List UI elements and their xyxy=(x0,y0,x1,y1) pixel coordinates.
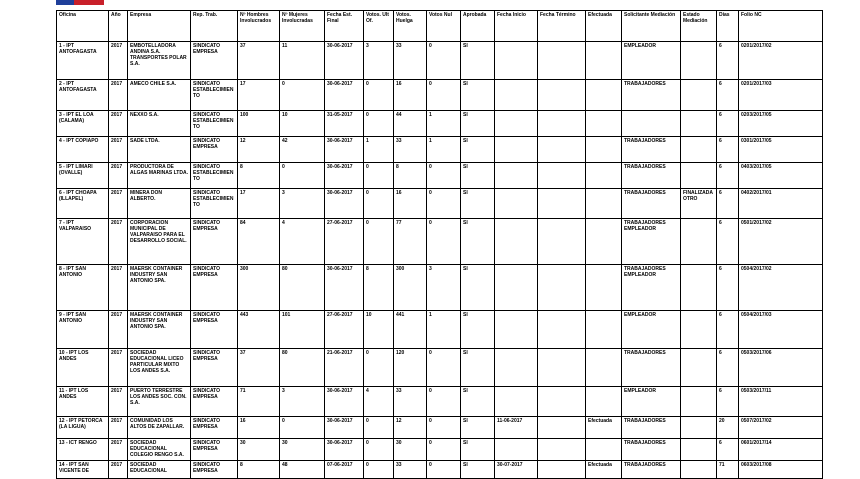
cell-nul: 0 xyxy=(427,42,461,80)
cell-rep: SINDICATO ESTABLECIMIENTO xyxy=(191,163,238,189)
cell-huelga: 441 xyxy=(394,311,427,349)
cell-fecha-final: 30-06-2017 xyxy=(325,387,364,417)
cell-huelga: 33 xyxy=(394,137,427,163)
cell-folio: 0402/2017/01 xyxy=(739,189,823,219)
cell-ult: 0 xyxy=(364,461,394,479)
cell-mujeres: 42 xyxy=(280,137,325,163)
cell-mujeres: 80 xyxy=(280,265,325,311)
cell-mujeres: 0 xyxy=(280,417,325,439)
cell-empresa: MINERA DON ALBERTO. xyxy=(128,189,191,219)
cell-aprobada: SI xyxy=(461,387,495,417)
cell-hombres: 71 xyxy=(238,387,280,417)
cell-anio: 2017 xyxy=(109,387,128,417)
cell-ult: 1 xyxy=(364,137,394,163)
cell-inicio xyxy=(495,349,538,387)
cell-aprobada: SI xyxy=(461,349,495,387)
cell-mujeres: 48 xyxy=(280,461,325,479)
cell-dias: 6 xyxy=(717,163,739,189)
cell-estado xyxy=(681,311,717,349)
cell-anio: 2017 xyxy=(109,417,128,439)
cell-mujeres: 101 xyxy=(280,311,325,349)
cell-inicio: 11-06-2017 xyxy=(495,417,538,439)
cell-dias: 6 xyxy=(717,349,739,387)
cell-mujeres: 3 xyxy=(280,189,325,219)
cell-ult: 0 xyxy=(364,417,394,439)
col-estado: Estado Mediación xyxy=(681,11,717,42)
table-row xyxy=(57,311,823,349)
cell-rep: SINDICATO ESTABLECIMIENTO xyxy=(191,80,238,111)
cell-folio: 0603/2017/08 xyxy=(739,461,823,479)
cell-solicitante: TRABAJADORES xyxy=(622,461,681,479)
cell-fecha-final: 31-05-2017 xyxy=(325,111,364,137)
cell-huelga: 8 xyxy=(394,163,427,189)
cell-fecha-final: 27-06-2017 xyxy=(325,219,364,265)
cell-rep: SINDICATO EMPRESA xyxy=(191,417,238,439)
cell-nul: 0 xyxy=(427,439,461,461)
cell-aprobada: SI xyxy=(461,417,495,439)
cell-dias: 6 xyxy=(717,311,739,349)
cell-oficina: 5 - IPT LIMARI (OVALLE) xyxy=(57,163,109,189)
cell-nul: 0 xyxy=(427,189,461,219)
cell-dias: 6 xyxy=(717,387,739,417)
cell-empresa: EMBOTELLADORA ANDINA S.A. TRANSPORTES POLAR S.A. xyxy=(128,42,191,80)
cell-hombres: 17 xyxy=(238,189,280,219)
cell-aprobada: SI xyxy=(461,311,495,349)
table-row xyxy=(57,111,823,137)
cell-estado xyxy=(681,163,717,189)
cell-fecha-final: 30-06-2017 xyxy=(325,189,364,219)
cell-termino xyxy=(538,387,586,417)
cell-empresa: MAERSK CONTAINER INDUSTRY SAN ANTONIO SPA. xyxy=(128,311,191,349)
cell-anio: 2017 xyxy=(109,42,128,80)
table-row xyxy=(57,265,823,311)
cell-solicitante xyxy=(622,111,681,137)
cell-dias: 6 xyxy=(717,137,739,163)
cell-termino xyxy=(538,111,586,137)
cell-fecha-final: 30-06-2017 xyxy=(325,163,364,189)
cell-rep: SINDICATO ESTABLECIMIENTO xyxy=(191,189,238,219)
cell-anio: 2017 xyxy=(109,163,128,189)
cell-efectuada xyxy=(586,137,622,163)
cell-nul: 0 xyxy=(427,461,461,479)
cell-folio: 0504/2017/03 xyxy=(739,311,823,349)
cell-aprobada: SI xyxy=(461,219,495,265)
table-row xyxy=(57,417,823,439)
col-votos-huelga: Votos. Huelga xyxy=(394,11,427,42)
cell-inicio xyxy=(495,311,538,349)
cell-folio: 0507/2017/02 xyxy=(739,417,823,439)
cell-huelga: 33 xyxy=(394,387,427,417)
cell-termino xyxy=(538,189,586,219)
cell-empresa: MAERSK CONTAINER INDUSTRY SAN ANTONIO SPA. xyxy=(128,265,191,311)
col-fecha-final: Fecha Est. Final xyxy=(325,11,364,42)
cell-estado xyxy=(681,42,717,80)
cell-solicitante: TRABAJADORES xyxy=(622,80,681,111)
cell-hombres: 12 xyxy=(238,137,280,163)
cell-estado: FINALIZADA OTRO xyxy=(681,189,717,219)
cell-fecha-final: 30-06-2017 xyxy=(325,439,364,461)
cell-ult: 0 xyxy=(364,189,394,219)
cell-termino xyxy=(538,137,586,163)
cell-dias: 71 xyxy=(717,461,739,479)
cell-folio: 0201/2017/03 xyxy=(739,80,823,111)
cell-fecha-final: 30-06-2017 xyxy=(325,42,364,80)
cell-rep: SINDICATO EMPRESA xyxy=(191,137,238,163)
cell-mujeres: 30 xyxy=(280,439,325,461)
cell-hombres: 84 xyxy=(238,219,280,265)
cell-oficina: 4 - IPT COPIAPO xyxy=(57,137,109,163)
cell-ult: 0 xyxy=(364,80,394,111)
cell-dias: 6 xyxy=(717,439,739,461)
cell-termino xyxy=(538,349,586,387)
cell-hombres: 100 xyxy=(238,111,280,137)
cell-anio: 2017 xyxy=(109,189,128,219)
cell-empresa: AMECO CHILE S.A. xyxy=(128,80,191,111)
cell-hombres: 8 xyxy=(238,163,280,189)
cell-solicitante: EMPLEADOR xyxy=(622,311,681,349)
cell-hombres: 37 xyxy=(238,42,280,80)
col-dias: Días xyxy=(717,11,739,42)
cell-efectuada xyxy=(586,387,622,417)
cell-huelga: 120 xyxy=(394,349,427,387)
cell-hombres: 8 xyxy=(238,461,280,479)
cell-nul: 3 xyxy=(427,265,461,311)
cell-hombres: 300 xyxy=(238,265,280,311)
cell-aprobada: SI xyxy=(461,439,495,461)
cell-folio: 0501/2017/02 xyxy=(739,219,823,265)
cell-anio: 2017 xyxy=(109,219,128,265)
table-row xyxy=(57,42,823,80)
cell-solicitante: TRABAJADORES xyxy=(622,189,681,219)
table-row xyxy=(57,219,823,265)
table-row xyxy=(57,189,823,219)
cell-solicitante: EMPLEADOR xyxy=(622,42,681,80)
cell-aprobada: SI xyxy=(461,111,495,137)
col-rep: Rep. Trab. xyxy=(191,11,238,42)
cell-oficina: 7 - IPT VALPARAISO xyxy=(57,219,109,265)
cell-termino xyxy=(538,417,586,439)
cell-oficina: 1 - IPT ANTOFAGASTA xyxy=(57,42,109,80)
cell-nul: 0 xyxy=(427,80,461,111)
table-row xyxy=(57,163,823,189)
cell-solicitante: TRABAJADORES xyxy=(622,163,681,189)
cell-ult: 0 xyxy=(364,439,394,461)
cell-anio: 2017 xyxy=(109,311,128,349)
cell-efectuada xyxy=(586,219,622,265)
cell-estado xyxy=(681,111,717,137)
cell-huelga: 33 xyxy=(394,42,427,80)
cell-rep: SINDICATO EMPRESA xyxy=(191,439,238,461)
cell-estado xyxy=(681,137,717,163)
cell-empresa: COMUNIDAD LOS ALTOS DE ZAPALLAR. xyxy=(128,417,191,439)
cell-inicio xyxy=(495,111,538,137)
cell-oficina: 13 - ICT RENGO xyxy=(57,439,109,461)
cell-huelga: 44 xyxy=(394,111,427,137)
cell-folio: 0301/2017/05 xyxy=(739,137,823,163)
cell-inicio xyxy=(495,163,538,189)
cell-efectuada xyxy=(586,80,622,111)
cell-estado xyxy=(681,265,717,311)
cell-rep: SINDICATO EMPRESA xyxy=(191,311,238,349)
cell-huelga: 33 xyxy=(394,461,427,479)
cell-fecha-final: 30-06-2017 xyxy=(325,80,364,111)
cell-ult: 4 xyxy=(364,387,394,417)
cell-rep: SINDICATO EMPRESA xyxy=(191,265,238,311)
cell-oficina: 12 - IPT PETORCA (LA LIGUA) xyxy=(57,417,109,439)
cell-aprobada: SI xyxy=(461,137,495,163)
cell-huelga: 12 xyxy=(394,417,427,439)
cell-efectuada xyxy=(586,163,622,189)
cell-fecha-final: 21-06-2017 xyxy=(325,349,364,387)
col-solicitante: Solicitante Mediación xyxy=(622,11,681,42)
cell-fecha-final: 30-06-2017 xyxy=(325,417,364,439)
cell-folio: 0504/2017/02 xyxy=(739,265,823,311)
cell-ult: 3 xyxy=(364,42,394,80)
col-fecha-inicio: Fecha Inicio xyxy=(495,11,538,42)
cell-oficina: 6 - IPT CHOAPA (ILLAPEL) xyxy=(57,189,109,219)
cell-empresa: SADE LTDA. xyxy=(128,137,191,163)
cell-mujeres: 0 xyxy=(280,80,325,111)
cell-inicio xyxy=(495,387,538,417)
cell-empresa: CORPORACION MUNICIPAL DE VALPARAISO PARA EL DESARROLLO SOCIAL. xyxy=(128,219,191,265)
col-votos-ult: Votos. Ult Of. xyxy=(364,11,394,42)
cell-termino xyxy=(538,311,586,349)
cell-folio: 0503/2017/06 xyxy=(739,349,823,387)
cell-estado xyxy=(681,219,717,265)
cell-aprobada: SI xyxy=(461,189,495,219)
cell-nul: 0 xyxy=(427,417,461,439)
cell-huelga: 16 xyxy=(394,80,427,111)
cell-nul: 1 xyxy=(427,137,461,163)
cell-folio: 0203/2017/05 xyxy=(739,111,823,137)
cell-termino xyxy=(538,219,586,265)
cell-nul: 0 xyxy=(427,219,461,265)
table-row xyxy=(57,349,823,387)
header-row xyxy=(57,11,823,42)
cell-ult: 0 xyxy=(364,111,394,137)
cell-rep: SINDICATO EMPRESA xyxy=(191,461,238,479)
cell-aprobada: SI xyxy=(461,163,495,189)
cell-dias: 6 xyxy=(717,42,739,80)
cell-rep: SINDICATO EMPRESA xyxy=(191,349,238,387)
cell-fecha-final: 07-06-2017 xyxy=(325,461,364,479)
cell-ult: 0 xyxy=(364,349,394,387)
cell-huelga: 30 xyxy=(394,439,427,461)
cell-termino xyxy=(538,42,586,80)
cell-termino xyxy=(538,163,586,189)
cell-estado xyxy=(681,349,717,387)
cell-aprobada: SI xyxy=(461,42,495,80)
table-body xyxy=(57,42,823,479)
cell-mujeres: 3 xyxy=(280,387,325,417)
cell-mujeres: 4 xyxy=(280,219,325,265)
cell-dias: 6 xyxy=(717,189,739,219)
cell-hombres: 443 xyxy=(238,311,280,349)
cell-anio: 2017 xyxy=(109,349,128,387)
cell-empresa: PUERTO TERRESTRE LOS ANDES SOC. CON. S.A. xyxy=(128,387,191,417)
cell-estado xyxy=(681,80,717,111)
cell-anio: 2017 xyxy=(109,111,128,137)
cell-efectuada xyxy=(586,189,622,219)
cell-anio: 2017 xyxy=(109,461,128,479)
col-oficina: Oficina xyxy=(57,11,109,42)
cell-folio: 0403/2017/05 xyxy=(739,163,823,189)
col-mujeres: Nº Mujeres Involucradas xyxy=(280,11,325,42)
cell-solicitante: EMPLEADOR xyxy=(622,387,681,417)
cell-solicitante: TRABAJADORES EMPLEADOR xyxy=(622,219,681,265)
cell-mujeres: 0 xyxy=(280,163,325,189)
table-row xyxy=(57,387,823,417)
cell-ult: 10 xyxy=(364,311,394,349)
cell-oficina: 2 - IPT ANTOFAGASTA xyxy=(57,80,109,111)
col-folio: Folio NC xyxy=(739,11,823,42)
flag-red xyxy=(74,0,104,5)
cell-fecha-final: 27-06-2017 xyxy=(325,311,364,349)
cell-empresa: SOCIEDAD EDUCACIONAL xyxy=(128,461,191,479)
cell-oficina: 11 - IPT LOS ANDES xyxy=(57,387,109,417)
col-votos-nul: Votos Nul xyxy=(427,11,461,42)
cell-nul: 1 xyxy=(427,311,461,349)
cell-huelga: 300 xyxy=(394,265,427,311)
cell-termino xyxy=(538,265,586,311)
cell-efectuada: Efectuada xyxy=(586,461,622,479)
cell-efectuada xyxy=(586,111,622,137)
col-efectuada: Efectuada xyxy=(586,11,622,42)
cell-aprobada: SI xyxy=(461,265,495,311)
cell-rep: SINDICATO ESTABLECIMIENTO xyxy=(191,111,238,137)
col-empresa: Empresa xyxy=(128,11,191,42)
cell-aprobada: SI xyxy=(461,80,495,111)
cell-solicitante: TRABAJADORES xyxy=(622,417,681,439)
cell-termino xyxy=(538,461,586,479)
cell-inicio xyxy=(495,219,538,265)
cell-hombres: 30 xyxy=(238,439,280,461)
cell-nul: 0 xyxy=(427,163,461,189)
cell-dias: 6 xyxy=(717,111,739,137)
col-fecha-termino: Fecha Término xyxy=(538,11,586,42)
cell-huelga: 16 xyxy=(394,189,427,219)
cell-nul: 0 xyxy=(427,387,461,417)
table-row xyxy=(57,137,823,163)
cell-folio: 0201/2017/02 xyxy=(739,42,823,80)
cell-mujeres: 10 xyxy=(280,111,325,137)
cell-fecha-final: 30-06-2017 xyxy=(325,265,364,311)
cell-hombres: 17 xyxy=(238,80,280,111)
cell-rep: SINDICATO EMPRESA xyxy=(191,387,238,417)
cell-efectuada xyxy=(586,311,622,349)
cell-efectuada xyxy=(586,42,622,80)
cell-empresa: SOCIEDAD EDUCACIONAL COLEGIO RENGO S.A. xyxy=(128,439,191,461)
cell-hombres: 16 xyxy=(238,417,280,439)
cell-huelga: 77 xyxy=(394,219,427,265)
cell-anio: 2017 xyxy=(109,137,128,163)
cell-estado xyxy=(681,387,717,417)
cell-estado xyxy=(681,461,717,479)
cell-inicio xyxy=(495,189,538,219)
cell-solicitante: TRABAJADORES xyxy=(622,349,681,387)
flag-blue xyxy=(56,0,74,5)
cell-aprobada: SI xyxy=(461,461,495,479)
cell-oficina: 8 - IPT SAN ANTONIO xyxy=(57,265,109,311)
cell-oficina: 3 - IPT EL LOA (CALAMA) xyxy=(57,111,109,137)
cell-anio: 2017 xyxy=(109,80,128,111)
cell-solicitante: TRABAJADORES EMPLEADOR xyxy=(622,265,681,311)
col-hombres: Nº Hombres Involucrados xyxy=(238,11,280,42)
cell-empresa: PRODUCTORA DE ALGAS MARINAS LTDA. xyxy=(128,163,191,189)
cell-anio: 2017 xyxy=(109,439,128,461)
cell-empresa: NEXXO S.A. xyxy=(128,111,191,137)
cell-inicio: 30-07-2017 xyxy=(495,461,538,479)
cell-dias: 6 xyxy=(717,219,739,265)
cell-anio: 2017 xyxy=(109,265,128,311)
cell-folio: 0601/2017/14 xyxy=(739,439,823,461)
cell-dias: 20 xyxy=(717,417,739,439)
cell-oficina: 9 - IPT SAN ANTONIO xyxy=(57,311,109,349)
cell-solicitante: TRABAJADORES xyxy=(622,439,681,461)
cell-dias: 6 xyxy=(717,80,739,111)
cell-inicio xyxy=(495,42,538,80)
cell-nul: 1 xyxy=(427,111,461,137)
cell-nul: 0 xyxy=(427,349,461,387)
cell-ult: 8 xyxy=(364,265,394,311)
cell-mujeres: 80 xyxy=(280,349,325,387)
cell-oficina: 10 - IPT LOS ANDES xyxy=(57,349,109,387)
cell-inicio xyxy=(495,80,538,111)
cell-oficina: 14 - IPT SAN VICENTE DE xyxy=(57,461,109,479)
col-aprobada: Aprobada xyxy=(461,11,495,42)
col-anio: Año xyxy=(109,11,128,42)
cell-ult: 0 xyxy=(364,219,394,265)
cell-dias: 6 xyxy=(717,265,739,311)
cell-efectuada xyxy=(586,265,622,311)
cell-hombres: 37 xyxy=(238,349,280,387)
cell-empresa: SOCIEDAD EDUCACIONAL LICEO PARTICULAR MIXTO LOS ANDES S.A. xyxy=(128,349,191,387)
cell-fecha-final: 30-06-2017 xyxy=(325,137,364,163)
cell-rep: SINDICATO EMPRESA xyxy=(191,219,238,265)
cell-rep: SINDICATO EMPRESA xyxy=(191,42,238,80)
cell-inicio xyxy=(495,265,538,311)
cell-ult: 0 xyxy=(364,163,394,189)
cell-estado xyxy=(681,417,717,439)
cell-solicitante: TRABAJADORES xyxy=(622,137,681,163)
cell-efectuada: Efectuada xyxy=(586,417,622,439)
chile-flag-stripe xyxy=(56,0,104,5)
table-row xyxy=(57,461,823,479)
strikes-table xyxy=(56,10,823,479)
cell-folio: 0503/2017/11 xyxy=(739,387,823,417)
cell-termino xyxy=(538,80,586,111)
cell-mujeres: 11 xyxy=(280,42,325,80)
table-row xyxy=(57,80,823,111)
cell-inicio xyxy=(495,137,538,163)
cell-efectuada xyxy=(586,349,622,387)
